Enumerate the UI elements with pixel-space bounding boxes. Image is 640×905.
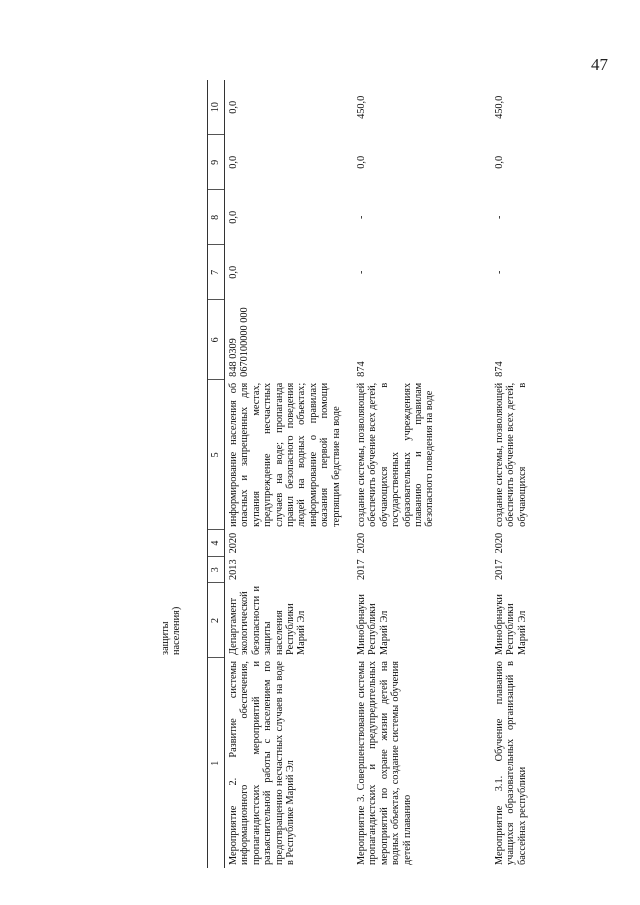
activity-name: Мероприятие 2. Развитие системы информационного обеспечения, пропагандистских мероприятий и разъяснительной работы с населением по предотвращению несчастных случаев на воде в Республике Марий Эл bbox=[228, 661, 297, 865]
cont-cell-8 bbox=[160, 190, 208, 245]
cont-cell-3 bbox=[160, 556, 208, 583]
activity-name: Мероприятие 3.1. Обучение плаванию учащихся образовательных организаций в бассейнах республики bbox=[494, 661, 528, 865]
column-number: 7 bbox=[208, 245, 225, 300]
start-year: 2017 bbox=[356, 559, 367, 580]
column-number: 6 bbox=[208, 300, 225, 380]
value-col-9: 0,0 bbox=[494, 155, 505, 169]
column-number: 8 bbox=[208, 190, 225, 245]
cont-cell-10 bbox=[160, 80, 208, 135]
expected-result: создание системы, позволяющей обеспечить обучение всех детей, обучающихся в государственных образовательных учреждениях плаванию и правилам безопасного поведения на воде bbox=[356, 382, 436, 527]
value-col-9: 0,0 bbox=[356, 155, 367, 169]
budget-code-line: 874 bbox=[356, 361, 367, 377]
cont-cell-9 bbox=[160, 135, 208, 190]
cont-cell-6 bbox=[160, 300, 208, 380]
page-number: 47 bbox=[591, 55, 608, 74]
value-col-10: 450,0 bbox=[494, 95, 505, 119]
budget-code-line: 0670100000 000 bbox=[239, 307, 251, 377]
column-number-row bbox=[208, 80, 225, 868]
responsible-executor: Департамент экологической безопасности и защиты населения Республики Марий Эл bbox=[228, 586, 308, 655]
cont-cell-7 bbox=[160, 245, 208, 300]
value-col-8: - bbox=[356, 215, 367, 220]
end-year: 2020 bbox=[494, 532, 505, 554]
end-year: 2020 bbox=[228, 532, 239, 554]
table-row-continuation bbox=[160, 80, 208, 868]
expected-result: создание системы, позволяющей обеспечить обучение всех детей, обучающихся в bbox=[494, 382, 528, 527]
table-row bbox=[491, 80, 579, 868]
cont-cell-5 bbox=[160, 380, 208, 530]
column-number: 2 bbox=[208, 583, 225, 658]
value-col-7: - bbox=[494, 270, 505, 275]
expected-result: информирование населения об опасных и запрещенных для купания местах, предупреждение несчастных случаев на воде; пропаганда правил безопасного поведения людей на водных объектах; информирование о правилах оказания первой помощи терпящим бедствие на воде bbox=[228, 382, 342, 527]
value-col-8: - bbox=[494, 215, 505, 220]
program-activities-table bbox=[160, 80, 579, 868]
budget-code bbox=[225, 300, 354, 380]
budget-code-line: 848 0309 bbox=[228, 338, 239, 377]
value-col-7: - bbox=[356, 270, 367, 275]
value-col-10: 0,0 bbox=[228, 100, 239, 114]
start-year: 2017 bbox=[494, 559, 505, 580]
cont-cell-4 bbox=[160, 530, 208, 557]
cont-cell-2: защиты населения) bbox=[160, 606, 183, 655]
table-row bbox=[353, 80, 491, 868]
column-number: 5 bbox=[208, 380, 225, 530]
activity-name: Мероприятие 3. Совершенствование системы пропагандистских и предупредительных мероприятий по охране жизни детей на водных объектах, создание системы обучения детей плаванию bbox=[356, 661, 413, 865]
cont-cell-1 bbox=[160, 658, 208, 868]
value-col-8: 0,0 bbox=[228, 210, 239, 224]
value-col-7: 0,0 bbox=[228, 265, 239, 279]
budget-code bbox=[353, 300, 491, 380]
responsible-executor: Минобрнауки Республики Марий Эл bbox=[356, 594, 390, 655]
budget-code bbox=[491, 300, 579, 380]
start-year: 2013 bbox=[228, 559, 239, 580]
column-number: 10 bbox=[208, 80, 225, 135]
table-row bbox=[225, 80, 354, 868]
end-year: 2020 bbox=[356, 532, 367, 554]
value-col-9: 0,0 bbox=[228, 155, 239, 169]
column-number: 3 bbox=[208, 556, 225, 583]
column-number: 4 bbox=[208, 530, 225, 557]
responsible-executor: Минобрнауки Республики Марий Эл bbox=[494, 594, 528, 655]
column-number: 1 bbox=[208, 658, 225, 868]
value-col-10: 450,0 bbox=[356, 95, 367, 119]
column-number: 9 bbox=[208, 135, 225, 190]
budget-code-line: 874 bbox=[494, 361, 505, 377]
